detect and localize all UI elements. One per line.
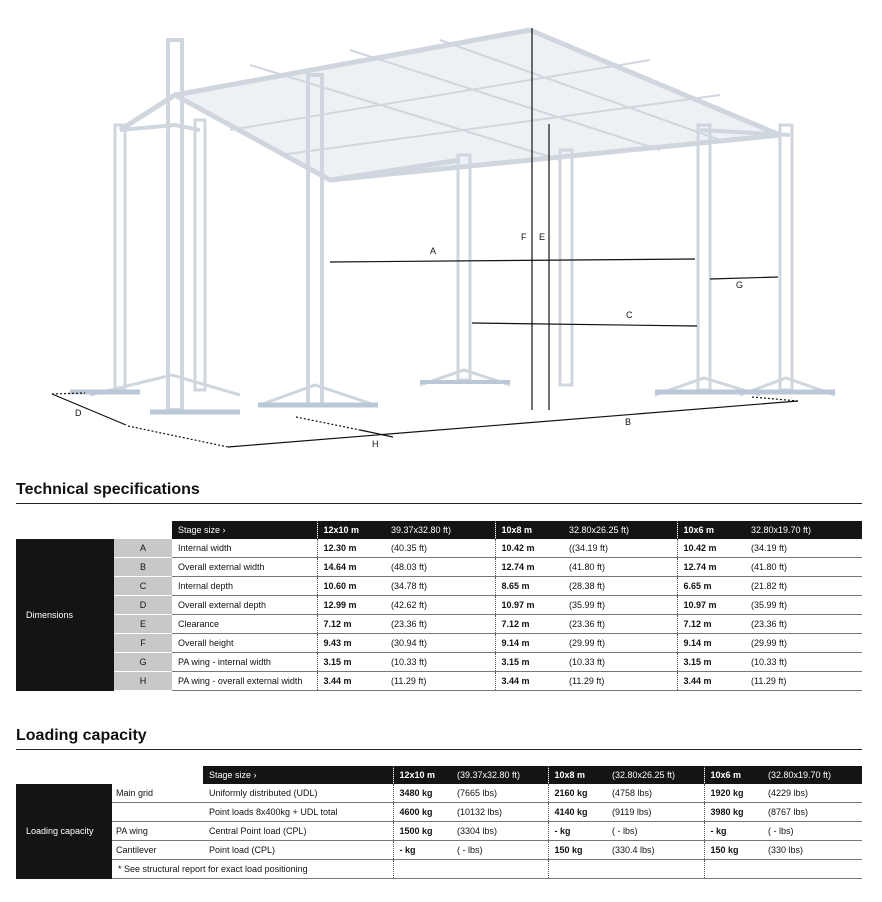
load-lbs-value: (9119 lbs) <box>606 803 704 822</box>
table-row <box>16 803 862 822</box>
imperial-value: ((34.19 ft) <box>563 539 677 558</box>
metric-value: 3.15 m <box>317 653 385 672</box>
stage-size-label: Stage size › <box>203 766 393 784</box>
load-lbs-value: (3304 lbs) <box>451 822 548 841</box>
load-lbs-value: (330.4 lbs) <box>606 841 704 860</box>
load-kg-value: 4600 kg <box>393 803 451 822</box>
dim-label-f: F <box>521 232 527 242</box>
metric-value: 14.64 m <box>317 558 385 577</box>
dimension-letter: F <box>114 634 172 653</box>
config-size-ft: (32.80x19.70 ft) <box>762 766 862 784</box>
load-type-label: Point loads 8x400kg + UDL total <box>203 803 393 822</box>
dimension-letter: C <box>114 577 172 596</box>
metric-value: 10.60 m <box>317 577 385 596</box>
metric-value: 9.14 m <box>495 634 563 653</box>
loading-category: Loading capacity <box>16 784 112 879</box>
dimension-label: Overall height <box>172 634 317 653</box>
imperial-value: (23.36 ft) <box>385 615 495 634</box>
imperial-value: (29.99 ft) <box>745 634 862 653</box>
load-lbs-value: (4758 lbs) <box>606 784 704 803</box>
metric-value: 3.15 m <box>677 653 745 672</box>
load-kg-value: 3480 kg <box>393 784 451 803</box>
metric-value: 9.14 m <box>677 634 745 653</box>
dim-label-b: B <box>625 417 632 427</box>
imperial-value: (41.80 ft) <box>745 558 862 577</box>
imperial-value: (41.80 ft) <box>563 558 677 577</box>
load-kg-value: 1920 kg <box>704 784 762 803</box>
metric-value: 10.42 m <box>677 539 745 558</box>
load-type-label: Point load (CPL) <box>203 841 393 860</box>
imperial-value: (42.62 ft) <box>385 596 495 615</box>
imperial-value: (30.94 ft) <box>385 634 495 653</box>
metric-value: 10.97 m <box>495 596 563 615</box>
load-kg-value: - kg <box>393 841 451 860</box>
metric-value: 7.12 m <box>677 615 745 634</box>
config-size: 12x10 m <box>393 766 451 784</box>
table-row <box>16 784 862 803</box>
imperial-value: (10.33 ft) <box>563 653 677 672</box>
load-lbs-value: (8767 lbs) <box>762 803 862 822</box>
imperial-value: (35.99 ft) <box>563 596 677 615</box>
empty-cell <box>762 860 862 879</box>
empty-cell <box>548 860 606 879</box>
config-size-ft: (32.80x26.25 ft) <box>606 766 704 784</box>
table-row <box>16 653 862 672</box>
load-position-note: * See structural report for exact load positioning <box>112 860 393 879</box>
imperial-value: (23.36 ft) <box>745 615 862 634</box>
load-group: PA wing <box>112 822 203 841</box>
table-header-row <box>16 766 862 784</box>
dim-label-g: G <box>736 280 744 290</box>
imperial-value: (21.82 ft) <box>745 577 862 596</box>
metric-value: 12.74 m <box>677 558 745 577</box>
imperial-value: (28.38 ft) <box>563 577 677 596</box>
load-kg-value: 1500 kg <box>393 822 451 841</box>
dim-label-d: D <box>75 408 82 418</box>
dimension-label: Internal width <box>172 539 317 558</box>
load-kg-value: 4140 kg <box>548 803 606 822</box>
config-size-ft: 32.80x26.25 ft) <box>563 521 677 539</box>
metric-value: 12.30 m <box>317 539 385 558</box>
table-note-row <box>16 860 862 879</box>
metric-value: 10.42 m <box>495 539 563 558</box>
empty-cell <box>606 860 704 879</box>
dimension-label: Overall external width <box>172 558 317 577</box>
load-lbs-value: (7665 lbs) <box>451 784 548 803</box>
dim-label-c: C <box>626 310 633 320</box>
metric-value: 3.44 m <box>495 672 563 691</box>
load-kg-value: 2160 kg <box>548 784 606 803</box>
dim-label-e: E <box>539 232 546 242</box>
table-row <box>16 615 862 634</box>
table-row <box>16 841 862 860</box>
dimension-label: Internal depth <box>172 577 317 596</box>
table-row <box>16 596 862 615</box>
technical-specifications-table <box>16 521 862 691</box>
imperial-value: (48.03 ft) <box>385 558 495 577</box>
metric-value: 8.65 m <box>495 577 563 596</box>
imperial-value: (40.35 ft) <box>385 539 495 558</box>
load-lbs-value: (10132 lbs) <box>451 803 548 822</box>
loading-capacity-table <box>16 766 862 879</box>
load-group: Cantilever <box>112 841 203 860</box>
imperial-value: (34.19 ft) <box>745 539 862 558</box>
dimension-letter: H <box>114 672 172 691</box>
table-row <box>16 672 862 691</box>
config-size: 10x8 m <box>495 521 563 539</box>
table-header-row <box>16 521 862 539</box>
metric-value: 12.99 m <box>317 596 385 615</box>
load-kg-value: - kg <box>548 822 606 841</box>
imperial-value: (34.78 ft) <box>385 577 495 596</box>
load-type-label: Uniformly distributed (UDL) <box>203 784 393 803</box>
config-size-ft: (39.37x32.80 ft) <box>451 766 548 784</box>
empty-cell <box>451 860 548 879</box>
load-kg-value: 150 kg <box>548 841 606 860</box>
config-size-ft: 39.37x32.80 ft) <box>385 521 495 539</box>
imperial-value: (11.29 ft) <box>385 672 495 691</box>
dimension-labels <box>75 232 743 449</box>
load-lbs-value: (330 lbs) <box>762 841 862 860</box>
empty-cell <box>393 860 451 879</box>
config-size: 12x10 m <box>317 521 385 539</box>
config-size: 10x8 m <box>548 766 606 784</box>
load-group: Main grid <box>112 784 203 803</box>
config-size: 10x6 m <box>677 521 745 539</box>
dimension-label: PA wing - internal width <box>172 653 317 672</box>
metric-value: 12.74 m <box>495 558 563 577</box>
imperial-value: (11.29 ft) <box>563 672 677 691</box>
table-row <box>16 822 862 841</box>
metric-value: 3.44 m <box>677 672 745 691</box>
section-divider <box>16 749 862 750</box>
table-row <box>16 577 862 596</box>
load-lbs-value: ( - lbs) <box>762 822 862 841</box>
metric-value: 7.12 m <box>317 615 385 634</box>
dimension-label: PA wing - overall external width <box>172 672 317 691</box>
metric-value: 10.97 m <box>677 596 745 615</box>
technical-specifications-title: Technical specifications <box>16 481 200 498</box>
dim-label-h: H <box>372 439 379 449</box>
empty-cell <box>704 860 762 879</box>
dimension-letter: B <box>114 558 172 577</box>
dimensions-category: Dimensions <box>16 539 114 691</box>
imperial-value: (10.33 ft) <box>745 653 862 672</box>
metric-value: 9.43 m <box>317 634 385 653</box>
metric-value: 3.15 m <box>495 653 563 672</box>
section-divider <box>16 503 862 504</box>
dimension-letter: A <box>114 539 172 558</box>
metric-value: 7.12 m <box>495 615 563 634</box>
load-kg-value: 3980 kg <box>704 803 762 822</box>
metric-value: 3.44 m <box>317 672 385 691</box>
table-row <box>16 539 862 558</box>
load-lbs-value: ( - lbs) <box>606 822 704 841</box>
config-size-ft: 32.80x19.70 ft) <box>745 521 862 539</box>
dimension-letter: E <box>114 615 172 634</box>
imperial-value: (23.36 ft) <box>563 615 677 634</box>
dimension-letter: G <box>114 653 172 672</box>
load-lbs-value: (4229 lbs) <box>762 784 862 803</box>
table-row <box>16 558 862 577</box>
loading-capacity-title: Loading capacity <box>16 727 147 744</box>
load-type-label: Central Point load (CPL) <box>203 822 393 841</box>
load-lbs-value: ( - lbs) <box>451 841 548 860</box>
stage-size-label: Stage size › <box>172 521 317 539</box>
config-size: 10x6 m <box>704 766 762 784</box>
imperial-value: (35.99 ft) <box>745 596 862 615</box>
dimension-label: Clearance <box>172 615 317 634</box>
load-kg-value: 150 kg <box>704 841 762 860</box>
table-row <box>16 634 862 653</box>
load-group <box>112 803 203 822</box>
imperial-value: (11.29 ft) <box>745 672 862 691</box>
dimension-letter: D <box>114 596 172 615</box>
dimension-label: Overall external depth <box>172 596 317 615</box>
imperial-value: (29.99 ft) <box>563 634 677 653</box>
dim-label-a: A <box>430 246 437 256</box>
truss-structure <box>70 30 835 412</box>
imperial-value: (10.33 ft) <box>385 653 495 672</box>
metric-value: 6.65 m <box>677 577 745 596</box>
load-kg-value: - kg <box>704 822 762 841</box>
